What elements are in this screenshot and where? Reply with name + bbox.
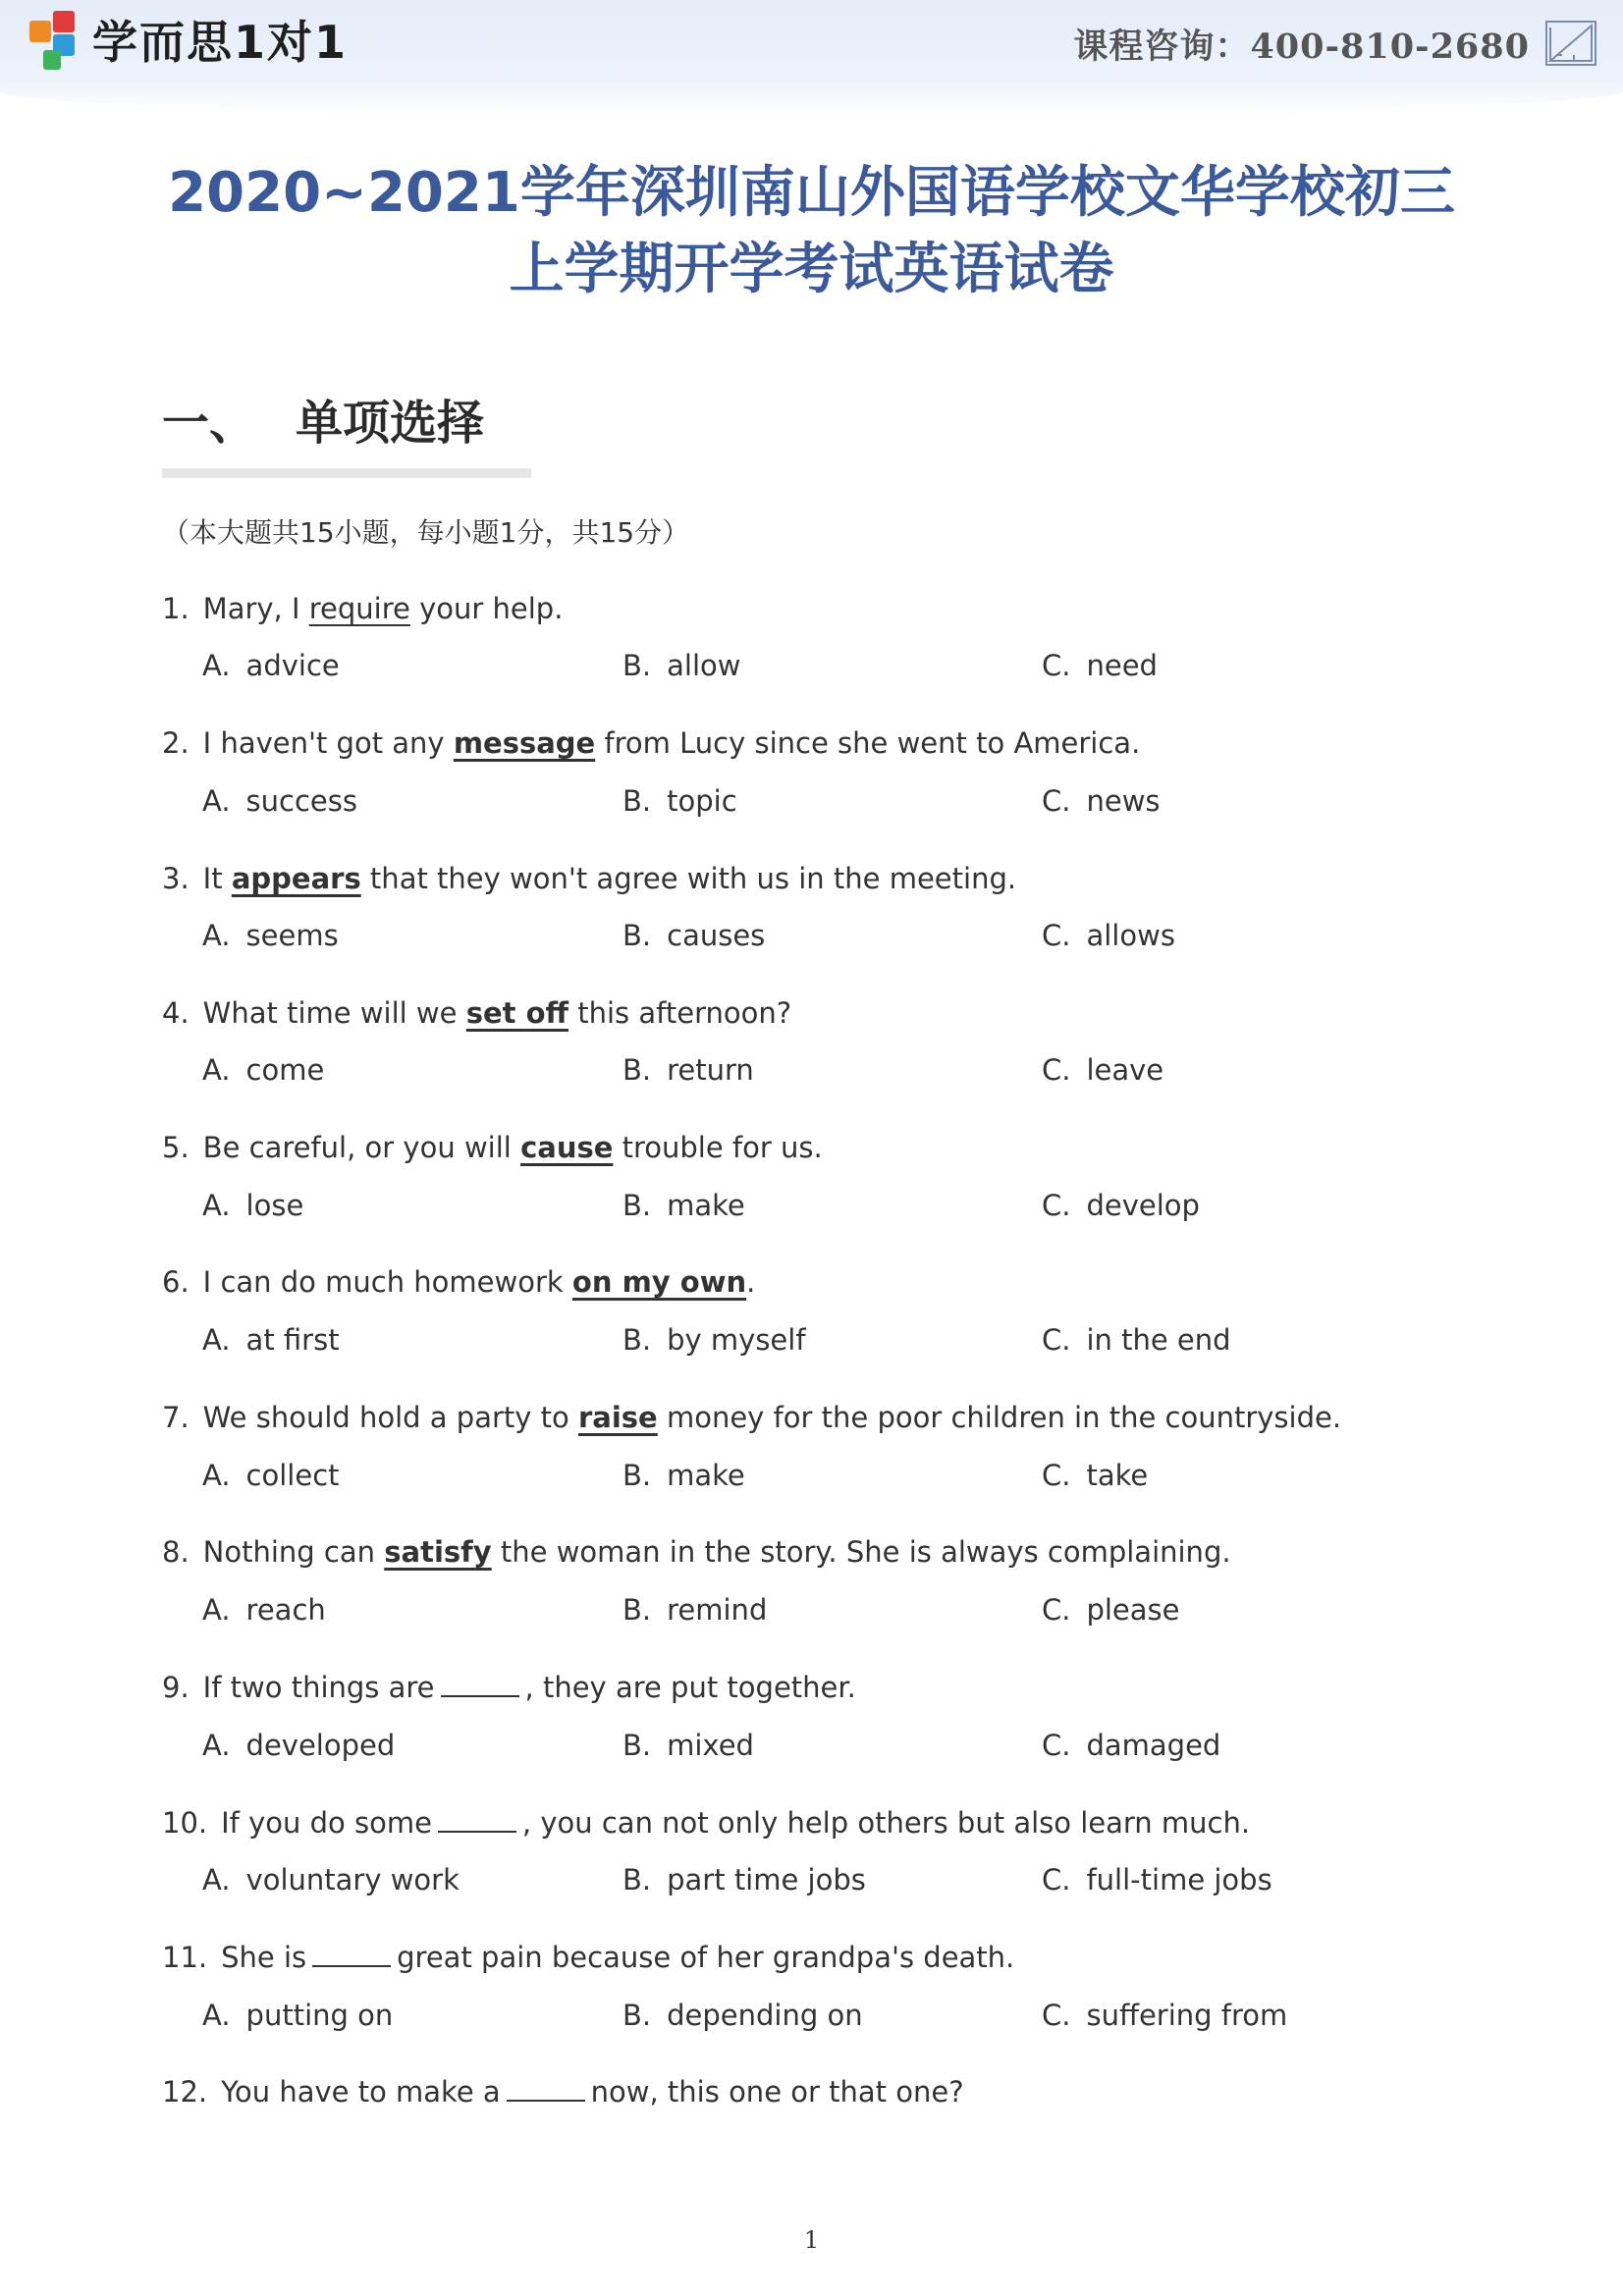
section-number: 一、 [162,396,257,451]
key-phrase: on my own [571,1265,747,1299]
key-phrase: cause [520,1131,614,1164]
key-phrase: raise [577,1401,658,1434]
option-4c: C. leave [1042,1053,1164,1087]
option-9b: B. mixed [622,1729,754,1762]
question-1: 1. Mary, I require your help. [162,592,564,625]
option-2c: C. news [1042,784,1161,818]
option-2b: B. topic [622,784,737,818]
option-11b: B. depending on [622,1999,863,2032]
option-4a: A. come [202,1053,325,1087]
title-line-2: 上学期开学考试英语试卷 [509,238,1114,301]
ruler-icon [1544,20,1597,67]
option-9c: C. damaged [1042,1729,1221,1762]
answer-blank [438,1809,516,1833]
option-10b: B. part time jobs [622,1863,866,1896]
option-10a: A. voluntary work [202,1863,460,1896]
option-7c: C. take [1042,1459,1149,1492]
option-3b: B. causes [622,919,766,952]
option-10c: C. full-time jobs [1042,1863,1272,1896]
option-7a: A. collect [202,1459,340,1492]
question-2: 2. I haven't got any message from Lucy since she went to America. [162,726,1141,760]
option-5c: C. develop [1042,1189,1200,1222]
answer-blank [441,1674,519,1697]
key-phrase: require [308,592,410,625]
option-1c: C. need [1042,649,1158,682]
answer-blank [507,2078,585,2102]
key-phrase: set off [465,996,569,1030]
option-1a: A. advice [202,649,340,682]
question-3: 3. It appears that they won't agree with us in the meeting. [162,862,1017,895]
option-7b: B. make [622,1459,745,1492]
section-underline [162,468,531,478]
question-9: 9. If two things are , they are put together. [162,1671,856,1704]
option-2a: A. success [202,784,357,818]
key-phrase: appears [231,862,361,895]
option-4b: B. return [622,1053,754,1087]
option-8c: C. please [1042,1593,1180,1627]
option-8a: A. reach [202,1593,326,1627]
question-6: 6. I can do much homework on my own. [162,1265,756,1299]
section-name: 单项选择 [296,396,485,451]
brand-logo [29,8,348,71]
option-11a: A. putting on [202,1999,394,2032]
option-3c: C. allows [1042,919,1175,952]
option-5a: A. lose [202,1189,304,1222]
question-4: 4. What time will we set off this afternoon? [162,996,792,1030]
option-6b: B. by myself [622,1323,806,1357]
logo-text: 学而思1对1 [92,16,349,69]
logo-mark-icon [29,11,84,68]
option-6c: C. in the end [1042,1323,1231,1357]
title-line-1: 2020~2021学年深圳南山外国语学校文华学校初三 [168,161,1455,225]
section-instruction: （本大题共15小题，每小题1分，共15分） [162,516,690,549]
page-number: 1 [803,2226,820,2254]
option-3a: A. seems [202,919,339,952]
key-phrase: satisfy [384,1535,492,1569]
answer-blank [312,1944,391,1967]
hotline-text: 课程咨询：400-810-2680 [1073,27,1530,67]
page-title [0,155,1623,308]
section-title [162,385,484,453]
question-5: 5. Be careful, or you will cause trouble for us. [162,1131,823,1164]
question-12: 12. You have to make a now, this one or that one? [162,2075,964,2109]
key-phrase: message [453,726,596,760]
option-6a: A. at first [202,1323,340,1357]
question-8: 8. Nothing can satisfy the woman in the story. She is always complaining. [162,1535,1231,1569]
option-1b: B. allow [622,649,741,682]
option-11c: C. suffering from [1042,1999,1288,2032]
question-11: 11. She is great pain because of her grandpa's death. [162,1941,1015,1974]
question-7: 7. We should hold a party to raise money for the poor children in the countryside. [162,1401,1342,1434]
question-10: 10. If you do some , you can not only help others but also learn much. [162,1806,1251,1840]
option-8b: B. remind [622,1593,768,1627]
option-9a: A. developed [202,1729,396,1762]
option-5b: B. make [622,1189,745,1222]
